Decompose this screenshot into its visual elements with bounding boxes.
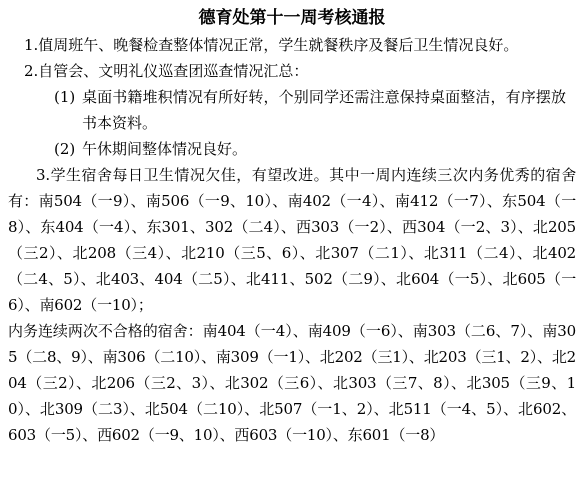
item-2: 2.自管会、文明礼仪巡查团巡查情况汇总： <box>24 62 309 80</box>
sub-item-1-marker: (1) <box>54 88 76 106</box>
item-1: 1.值周班午、晚餐检查整体情况正常，学生就餐秩序及餐后卫生情况良好。 <box>24 36 519 54</box>
sub-item-2-marker: (2) <box>54 140 76 158</box>
item-3-excellent-dorms: 3.学生宿舍每日卫生情况欠佳，有望改进。其中一周内连续三次内务优秀的宿舍有：南504（一9）、南506（一9、10）、南402（一4）、南412（一7）、东504（一8）、东404（一4）、东301、302（二4）、西303（一2）、西304（一2、3）、北205（三2）、北208（三4）、北210（三5、6）、北307（二1）、北311（二4）、北402（二4、5）、北403、404（二5）、北411、502（二9）、北604（一5）、北605（一6）、南602（一10）； <box>8 166 576 314</box>
sub-item-1 <box>8 84 576 136</box>
sub-item-2-text: 午休期间整体情况良好。 <box>82 140 248 158</box>
item-4-failing-dorms: 内务连续两次不合格的宿舍：南404（一4）、南409（一6）、南303（二6、7）、南305（二8、9）、南306（二10）、南309（一1）、北202（三1）、北203（三1、2）、北204（三2）、北206（三2、3）、北302（三6）、北303（三7、8）、北305（三9、10）、北309（二3）、北504（二10）、北507（一1、2）、北511（一4、5）、北602、603（一5）、西602（一9、10）、西603（一10）、东601（一8） <box>8 322 576 444</box>
sub-item-1-text: 桌面书籍堆积情况有所好转，个别同学还需注意保持桌面整洁，有序摆放书本资料。 <box>82 88 566 132</box>
document-title: 德育处第十一周考核通报 <box>198 8 386 28</box>
sub-item-2 <box>8 136 576 162</box>
